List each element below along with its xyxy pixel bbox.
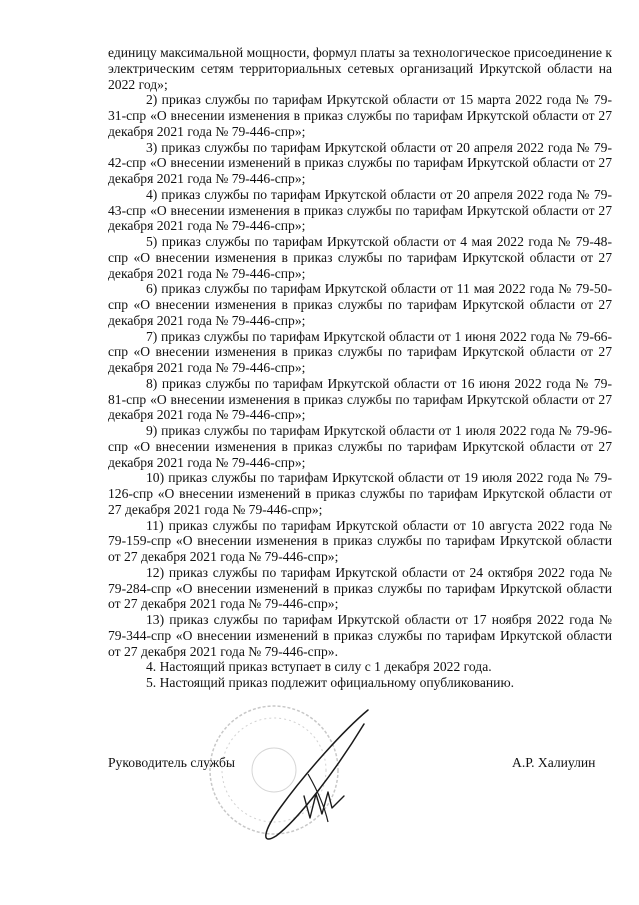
list-item: 5) приказ службы по тарифам Иркутской области от 4 мая 2022 года № 79-48-спр «О внесении изменения в приказ службы по тарифам Иркутской области от 27 декабря 2021 года № 79-446-спр»; bbox=[108, 234, 612, 281]
list-item: 4. Настоящий приказ вступает в силу с 1 декабря 2022 года. bbox=[146, 659, 492, 675]
list-item: 12) приказ службы по тарифам Иркутской области от 24 октября 2022 года № 79-284-спр «О внесении изменений в приказ службы по тарифам Иркутской области от 27 декабря 2021 года № 79-446-спр»; bbox=[108, 564, 612, 612]
list-item: 10) приказ службы по тарифам Иркутской области от 19 июля 2022 года № 79-126-спр «О внесении изменений в приказ службы по тарифам Иркутской области от 27 декабря 2021 года № 79-446-спр»; bbox=[108, 470, 612, 517]
list-item: 6) приказ службы по тарифам Иркутской области от 11 мая 2022 года № 79-50-спр «О внесении изменения в приказ службы по тарифам Иркутской области от 27 декабря 2021 года № 79-446-спр»; bbox=[108, 281, 612, 328]
list-item: 9) приказ службы по тарифам Иркутской области от 1 июля 2022 года № 79-96-спр «О внесении изменения в приказ службы по тарифам Иркутской области от 27 декабря 2021 года № 79-446-спр»; bbox=[108, 423, 612, 470]
list-item: 7) приказ службы по тарифам Иркутской области от 1 июня 2022 года № 79-66-спр «О внесении изменения в приказ службы по тарифам Иркутской области от 27 декабря 2021 года № 79-446-спр»; bbox=[108, 328, 612, 375]
paragraph-continuation: единицу максимальной мощности, формул платы за технологическое присоединение к электрическим сетям территориальных сетевых организаций Иркутской области на 2022 год»; bbox=[108, 45, 612, 92]
signer-position-title: Руководитель службы bbox=[108, 755, 236, 770]
list-item: 3) приказ службы по тарифам Иркутской области от 20 апреля 2022 года № 79-42-спр «О внесении изменений в приказ службы по тарифам Иркутской области от 27 декабря 2021 года № 79-446-спр»; bbox=[108, 139, 612, 186]
list-item: 13) приказ службы по тарифам Иркутской области от 17 ноября 2022 года № 79-344-спр «О внесении изменений в приказ службы по тарифам Иркутской области от 27 декабря 2021 года № 79-446-спр». bbox=[108, 612, 612, 659]
clause-effective-date: 5. Настоящий приказ подлежит официальному опубликованию. bbox=[146, 675, 514, 690]
handwritten-signature bbox=[240, 700, 380, 850]
list-item: 8) приказ службы по тарифам Иркутской области от 16 июня 2022 года № 79-81-спр «О внесении изменения в приказ службы по тарифам Иркутской области от 27 декабря 2021 года № 79-446-спр»; bbox=[108, 375, 612, 423]
list-item: 2) приказ службы по тарифам Иркутской области от 15 марта 2022 года № 79-31-спр «О внесении изменения в приказ службы по тарифам Иркутской области от 27 декабря 2021 года № 79-446-спр»; bbox=[108, 92, 612, 139]
list-item: 4) приказ службы по тарифам Иркутской области от 20 апреля 2022 года № 79-43-спр «О внесении изменения в приказ службы по тарифам Иркутской области от 27 декабря 2021 года № 79-446-спр»; bbox=[108, 186, 612, 234]
document-body bbox=[108, 45, 612, 691]
list-item: 11) приказ службы по тарифам Иркутской области от 10 августа 2022 года № 79-159-спр «О внесении изменения в приказ службы по тарифам Иркутской области от 27 декабря 2021 года № 79-446-спр»; bbox=[108, 517, 612, 564]
signer-name: А.Р. Халиулин bbox=[512, 755, 596, 770]
